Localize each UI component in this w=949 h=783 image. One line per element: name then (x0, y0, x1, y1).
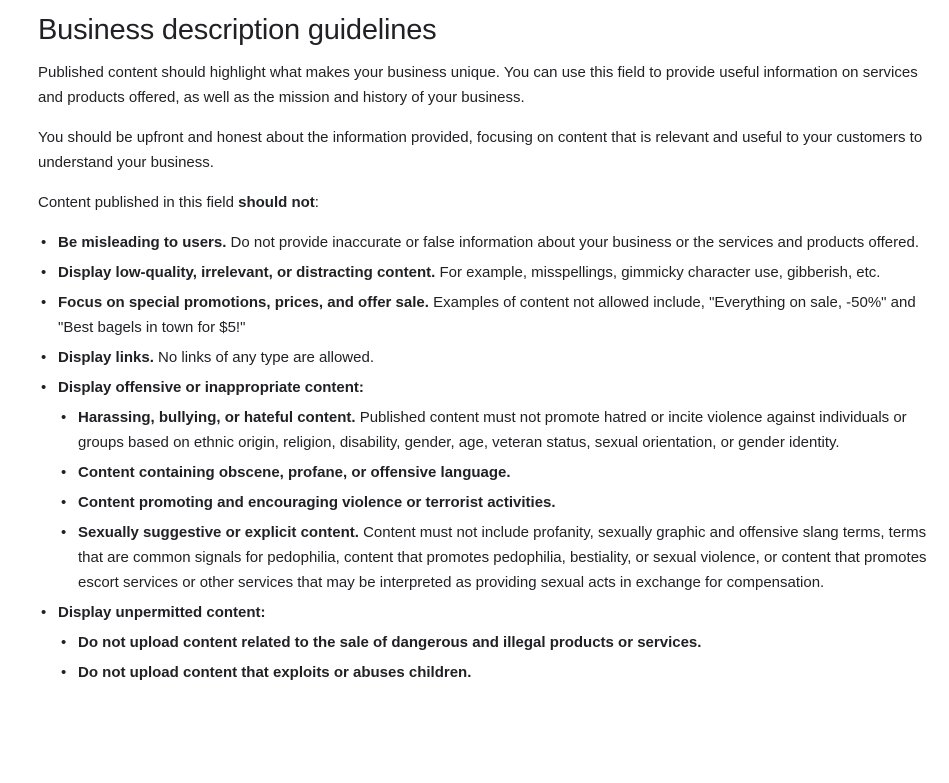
item-text: No links of any type are allowed. (153, 349, 374, 366)
should-not-list (38, 230, 929, 685)
bullet-icon: • (41, 264, 47, 281)
item-bold: Do not upload content that exploits or abuses children. (78, 664, 472, 681)
bullet-icon: • (61, 494, 67, 511)
list-item-links (38, 345, 929, 370)
item-bold: Sexually suggestive or explicit content. (78, 524, 359, 541)
item-bold: Harassing, bullying, or hateful content. (78, 409, 356, 426)
should-not-tail: : (314, 194, 319, 211)
bullet-icon: • (41, 604, 47, 621)
item-bold: Display offensive or inappropriate content: (58, 379, 364, 396)
sublist-item-violence (58, 490, 929, 515)
sublist-item-child-abuse (58, 660, 929, 685)
list-item-misleading (38, 230, 929, 255)
sublist-item-harassing (58, 405, 929, 455)
bullet-icon: • (61, 524, 67, 541)
bullet-icon: • (61, 464, 67, 481)
offensive-sublist (58, 405, 929, 595)
bullet-icon: • (41, 234, 47, 251)
item-bold: Display low-quality, irrelevant, or distracting content. (58, 264, 436, 281)
should-not-bold: should not (238, 194, 315, 211)
item-bold: Be misleading to users. (58, 234, 227, 251)
sublist-item-sexual (58, 520, 929, 595)
bullet-icon: • (61, 409, 67, 426)
item-bold: Content promoting and encouraging violence or terrorist activities. (78, 494, 556, 511)
bullet-icon: • (41, 294, 47, 311)
item-bold: Content containing obscene, profane, or offensive language. (78, 464, 511, 481)
intro-paragraph-2: You should be upfront and honest about the information provided, focusing on content that is relevant and useful to your customers to understand your business. (38, 129, 923, 171)
list-item-unpermitted (38, 600, 929, 685)
item-text: For example, misspellings, gimmicky character use, gibberish, etc. (435, 264, 881, 281)
item-text: Content must not include profanity, sexually graphic and offensive slang terms, terms that are common signals for pedophilia, content that promotes pedophilia, bestiality, or sexual violence, or content that promotes escort services or other services that may be interpreted as providing sexual acts in exchange for compensation. (78, 524, 927, 591)
bullet-icon: • (41, 379, 47, 396)
bullet-icon: • (41, 349, 47, 366)
sublist-item-obscene (58, 460, 929, 485)
intro-paragraph-1: Published content should highlight what makes your business unique. You can use this field to provide useful information on services and products offered, as well as the mission and history of your business. (38, 64, 918, 106)
bullet-icon: • (61, 664, 67, 681)
list-item-promotions (38, 290, 929, 340)
item-bold: Display links. (58, 349, 154, 366)
item-bold: Focus on special promotions, prices, and offer sale. (58, 294, 429, 311)
item-bold: Do not upload content related to the sale of dangerous and illegal products or services. (78, 634, 702, 651)
item-text: Do not provide inaccurate or false information about your business or the services and products offered. (226, 234, 919, 251)
item-text: Published content must not promote hatred or incite violence against individuals or groups based on ethnic origin, religion, disability, gender, age, veteran status, sexual orientation, or gender identity. (78, 409, 907, 451)
list-item-offensive (38, 375, 929, 595)
bullet-icon: • (61, 634, 67, 651)
should-not-paragraph (38, 190, 929, 215)
item-text: Examples of content not allowed include, "Everything on sale, -50%" and "Best bagels in town for $5!" (58, 294, 916, 336)
list-item-low-quality (38, 260, 929, 285)
page-title: Business description guidelines (38, 14, 437, 46)
sublist-item-dangerous-products (58, 630, 929, 655)
should-not-lead: Content published in this field (38, 194, 239, 211)
item-bold: Display unpermitted content: (58, 604, 266, 621)
unpermitted-sublist (58, 630, 929, 685)
